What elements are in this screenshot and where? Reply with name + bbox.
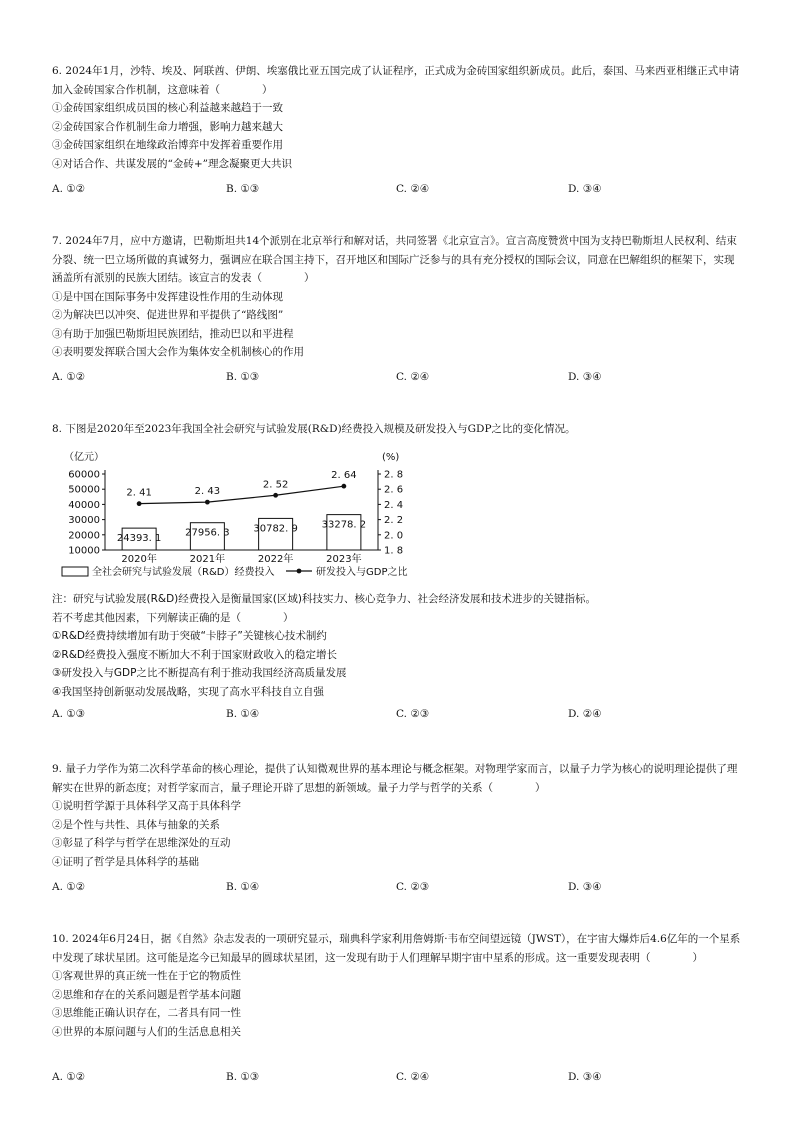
left-tick-label: 50000: [68, 484, 100, 496]
choice-c[interactable]: C. ②③: [396, 708, 430, 720]
question-7-option-3: ③有助于加强巴勒斯坦民族团结，推动巴以和平进程: [52, 327, 294, 340]
choice-c[interactable]: C. ②④: [396, 371, 430, 383]
question-7-choices: [52, 368, 742, 384]
question-8-option-2: ②R&D经费投入强度不断加大不利于国家财政收入的稳定增长: [52, 648, 337, 661]
question-9-option-2: ②是个性与共性、具体与抽象的关系: [52, 818, 220, 831]
right-tick-label: 2. 2: [384, 515, 404, 527]
question-8-option-4: ④我国坚持创新驱动发展战略，实现了高水平科技自立自强: [52, 685, 324, 698]
question-8-choices: [52, 708, 742, 724]
ratio-point: [137, 501, 142, 506]
right-tick-label: 1. 8: [384, 545, 404, 557]
question-6-option-2: ②金砖国家合作机制生命力增强，影响力越来越大: [52, 120, 283, 133]
legend-line-marker: [297, 569, 302, 574]
ratio-value-label: 2. 43: [194, 486, 221, 498]
ratio-line: [139, 486, 344, 503]
question-10-option-2: ②思维和存在的关系问题是哲学基本问题: [52, 988, 241, 1001]
left-tick-label: 30000: [68, 515, 100, 527]
right-tick-label: 2. 8: [384, 469, 404, 481]
choice-a[interactable]: A. ①②: [52, 881, 86, 893]
question-9-stem: 9. 量子力学作为第二次科学革命的核心理论，提供了认知微观世界的基本理论与概念框架。对物理学家而言，以量子力学为核心的说明理论提供了理解实在世界的新态度；对哲学家而言，量子理论开辟了思想的新领域。量子力学与哲学的关系（ ）: [52, 763, 738, 794]
question-9-option-1: ①说明哲学源于具体科学又高于具体科学: [52, 800, 241, 812]
choice-b[interactable]: B. ①③: [226, 1071, 260, 1083]
question-7-stem: 7. 2024年7月，应中方邀请，巴勒斯坦共14个派别在北京举行和解对话，共同签署《北京宣言》。宣言高度赞赏中国为支持巴勒斯坦人民权利、结束分裂、统一巴立场所做的真诚努力，强调应在联合国主持下，召开地区和国际广泛参与的具有充分授权的国际会议，同意在巴解组织的框架下，实现涵盖所有派别的民族大团结。该宣言的发表（ ）: [52, 235, 737, 284]
choice-a[interactable]: A. ①③: [52, 708, 86, 720]
question-6-option-3: ③金砖国家组织在地缘政治博弈中发挥着重要作用: [52, 139, 283, 151]
left-tick-label: 10000: [68, 545, 100, 557]
choice-d[interactable]: D. ③④: [568, 183, 602, 195]
question-6-choices: [52, 180, 742, 196]
right-tick-label: 2. 0: [384, 530, 404, 542]
question-10-choices: [52, 1068, 742, 1084]
choice-a[interactable]: A. ①②: [52, 183, 86, 195]
question-6: [52, 62, 742, 195]
category-label: 2020年: [121, 554, 157, 565]
question-7-option-1: ①是中国在国际事务中发挥建设性作用的生动体现: [52, 290, 283, 303]
question-6-option-1: ①金砖国家组织成员国的核心利益越来越趋于一致: [52, 102, 283, 114]
ratio-point: [341, 484, 346, 489]
choice-b[interactable]: B. ①③: [226, 183, 260, 195]
question-8-ask: 若不考虑其他因素，下列解读正确的是（ ）: [52, 611, 294, 624]
question-10-option-4: ④世界的本原问题与人们的生活息息相关: [52, 1025, 241, 1038]
right-tick-label: 2. 4: [384, 499, 404, 511]
choice-d[interactable]: D. ③④: [568, 371, 602, 383]
question-8-option-1: ①R&D经费持续增加有助于突破“卡脖子”关键核心技术制约: [52, 630, 327, 642]
choice-b[interactable]: B. ①④: [226, 881, 260, 893]
left-tick-label: 40000: [68, 499, 100, 511]
question-8-body: [52, 590, 742, 701]
ratio-value-label: 2. 52: [262, 479, 289, 491]
left-axis-unit: （亿元）: [64, 452, 104, 463]
bar-value-label: 24393. 1: [116, 533, 162, 545]
ratio-point: [273, 493, 278, 498]
question-9-option-4: ④证明了哲学是具体科学的基础: [52, 855, 199, 868]
question-9-option-3: ③彰显了科学与哲学在思维深处的互动: [52, 837, 231, 849]
question-10: [52, 930, 742, 1083]
right-axis-unit: (%): [382, 452, 400, 463]
choice-c[interactable]: C. ②③: [396, 881, 430, 893]
question-6-stem: 6. 2024年1月，沙特、埃及、阿联酋、伊朗、埃塞俄比亚五国完成了认证程序，正式成为金砖国家组织新成员。此后，泰国、马来西亚相继正式申请加入金砖国家合作机制，这意味着（ ）: [52, 65, 740, 96]
question-8-stem: 8. 下图是2020年至2023年我国全社会研究与试验发展(R&D)经费投入规模及研发投入与GDP之比的变化情况。: [52, 423, 576, 435]
question-7-option-2: ②为解决巴以冲突、促进世界和平提供了“路线图”: [52, 309, 284, 321]
choice-c[interactable]: C. ②④: [396, 1071, 430, 1083]
legend-line-label: 研发投入与GDP之比: [316, 567, 408, 578]
question-9-choices: [52, 878, 742, 894]
choice-b[interactable]: B. ①③: [226, 371, 260, 383]
left-tick-label: 60000: [68, 469, 100, 481]
question-8-stem-block: [52, 420, 742, 439]
rd-chart: [50, 450, 420, 585]
choice-a[interactable]: A. ①②: [52, 371, 86, 383]
question-7-option-4: ④表明要发挥联合国大会作为集体安全机制核心的作用: [52, 346, 304, 358]
question-10-stem: 10. 2024年6月24日，据《自然》杂志发表的一项研究显示，瑞典科学家利用詹姆斯·韦布空间望远镜（JWST），在宇宙大爆炸后4.6亿年的一个星系中发现了球状星团。这可能是迄今已知最早的圆球状星团，这一发现有助于人们理解早期宇宙中星系的形成。这一重要发现表明（ ）: [52, 933, 741, 964]
question-10-option-3: ③思维能正确认识存在，二者具有同一性: [52, 1007, 241, 1019]
category-label: 2022年: [257, 554, 294, 565]
ratio-point: [205, 500, 210, 505]
question-6-option-4: ④对话合作、共谋发展的“金砖+”理念凝聚更大共识: [52, 157, 293, 170]
choice-b[interactable]: B. ①④: [226, 708, 260, 720]
legend-bar-swatch: [62, 567, 88, 576]
category-label: 2021年: [189, 554, 226, 565]
question-8-option-3: ③研发投入与GDP之比不断提高有利于推动我国经济高质量发展: [52, 667, 347, 679]
choice-c[interactable]: C. ②④: [396, 183, 430, 195]
bar-value-label: 33278. 2: [321, 519, 367, 531]
question-7: [52, 232, 742, 383]
question-10-option-1: ①客观世界的真正统一性在于它的物质性: [52, 970, 241, 982]
choice-d[interactable]: D. ③④: [568, 1071, 602, 1083]
right-tick-label: 2. 6: [384, 484, 404, 496]
ratio-value-label: 2. 64: [331, 470, 357, 482]
bar-value-label: 27956. 3: [185, 527, 230, 539]
question-9: [52, 760, 742, 893]
bar-value-label: 30782. 9: [253, 523, 298, 535]
legend-bar-label: 全社会研究与试验发展（R&D）经费投入: [92, 567, 275, 578]
category-label: 2023年: [326, 554, 362, 565]
left-tick-label: 20000: [68, 530, 100, 542]
choice-d[interactable]: D. ②④: [568, 708, 602, 720]
ratio-value-label: 2. 41: [126, 487, 152, 499]
question-8-note: 注：研究与试验发展(R&D)经费投入是衡量国家(区域)科技实力、核心竞争力、社会经济发展和技术进步的关键指标。: [52, 593, 596, 605]
choice-d[interactable]: D. ③④: [568, 881, 602, 893]
choice-a[interactable]: A. ①②: [52, 1071, 86, 1083]
